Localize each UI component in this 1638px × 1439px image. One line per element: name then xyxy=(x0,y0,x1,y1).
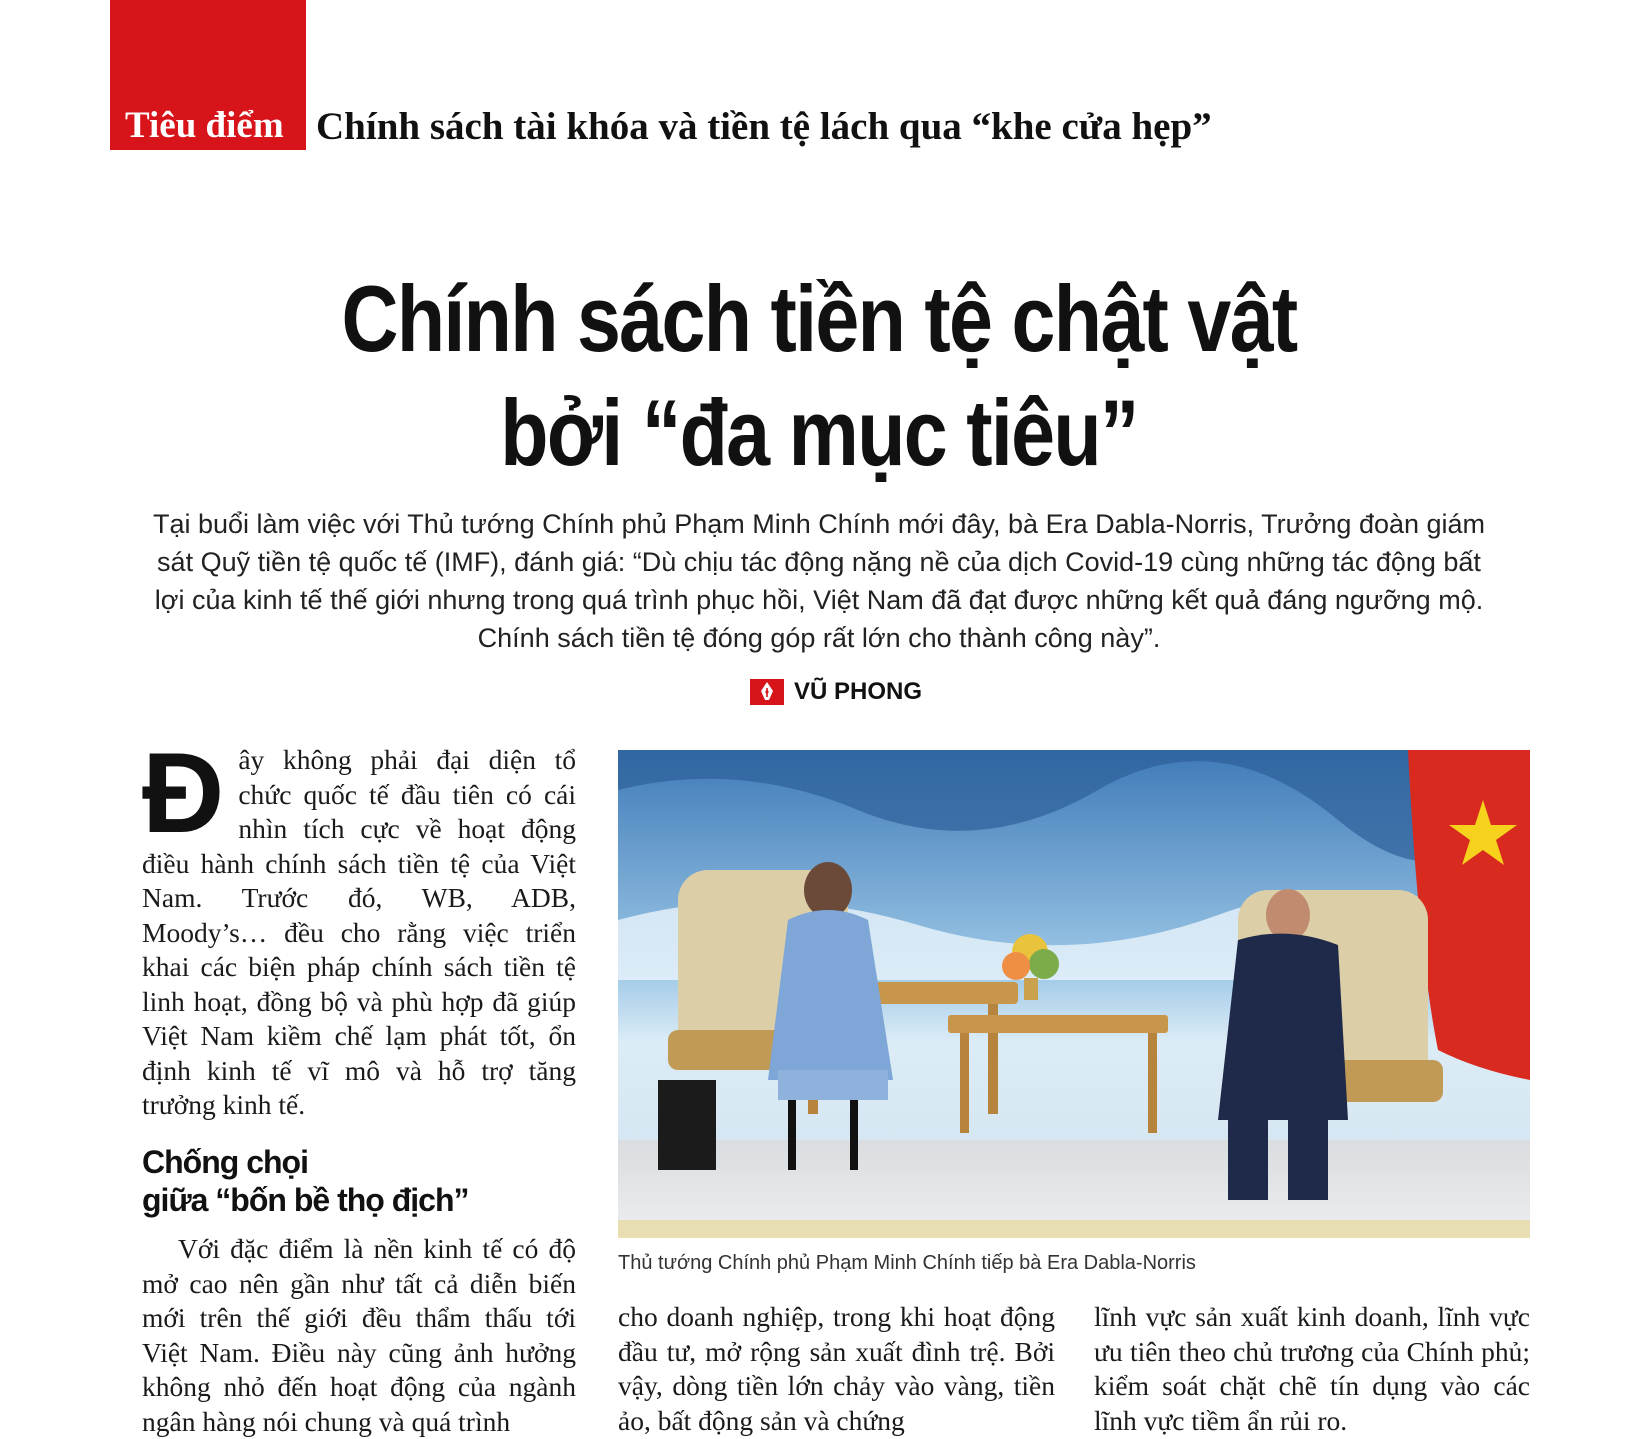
subheading-line-1: Chống chọi xyxy=(142,1144,308,1180)
column-3-paragraph: lĩnh vực sản xuất kinh doanh, lĩnh vực ưu tiên theo chủ trương của Chính phủ; kiểm soát chặt chẽ tín dụng vào các lĩnh vực tiềm ẩn rủi ro. xyxy=(1094,1301,1530,1436)
column-2-paragraph: cho doanh nghiệp, trong khi hoạt động đầu tư, mở rộng sản xuất đình trệ. Bởi vậy, dòng tiền lớn chảy vào vàng, tiền ảo, bất động sản và chứng xyxy=(618,1301,1055,1436)
headline xyxy=(131,262,1507,490)
headline-line-2: bởi “đa mục tiêu” xyxy=(500,380,1138,485)
article-column-1 xyxy=(142,730,576,1123)
section-label: Tiêu điểm xyxy=(125,105,284,146)
subheading xyxy=(142,1143,576,1219)
drop-cap: Đ xyxy=(142,730,225,857)
author-name: VŨ PHONG xyxy=(794,678,923,705)
lead-paragraph: ây không phải đại diện tổ chức quốc tế đầu tiên có cái nhìn tích cực về hoạt động điều hành chính sách tiền tệ của Việt Nam. Trước đó, WB, ADB, Moody’s… đều cho rằng việc triển khai các biện pháp chính sách tiền tệ linh hoạt, đồng bộ và phù hợp đã giúp Việt Nam kiềm chế lạm phát tốt, ổn định kinh tế vĩ mô và hỗ trợ tăng trưởng kinh tế. xyxy=(142,744,576,1120)
subheading-line-2: giữa “bốn bề thọ địch” xyxy=(142,1182,469,1218)
article-column-1-continued xyxy=(142,1232,576,1439)
article-column-3 xyxy=(1094,1300,1530,1438)
headline-line-1: Chính sách tiền tệ chật vật xyxy=(341,266,1297,371)
sapo-lead: Tại buổi làm việc với Thủ tướng Chính phủ Phạm Minh Chính mới đây, bà Era Dabla-Norris, Trưởng đoàn giám sát Quỹ tiền tệ quốc tế (IMF), đánh giá: “Dù chịu tác động nặng nề của dịch Covid-19 cùng những tác động bất lợi của kinh tế thế giới nhưng trong quá trình phục hồi, Việt Nam đã đạt được những kết quả đáng ngưỡng mộ. Chính sách tiền tệ đóng góp rất lớn cho thành công này”. xyxy=(152,509,1486,653)
body-paragraph: Với đặc điểm là nền kinh tế có độ mở cao nên gần như tất cả diễn biến mới trên thế giới đều thẩm thấu tới Việt Nam. Điều này cũng ảnh hưởng không nhỏ đến hoạt động của ngành ngân hàng nói chung và quá trình xyxy=(142,1233,576,1437)
pen-icon xyxy=(750,679,784,705)
series-title: Chính sách tài khóa và tiền tệ lách qua “khe cửa hẹp” xyxy=(316,105,1212,148)
article-column-2 xyxy=(618,1300,1055,1438)
article-photo xyxy=(618,750,1530,1238)
photo-caption: Thủ tướng Chính phủ Phạm Minh Chính tiếp bà Era Dabla-Norris xyxy=(618,1252,1196,1274)
byline xyxy=(750,677,922,707)
